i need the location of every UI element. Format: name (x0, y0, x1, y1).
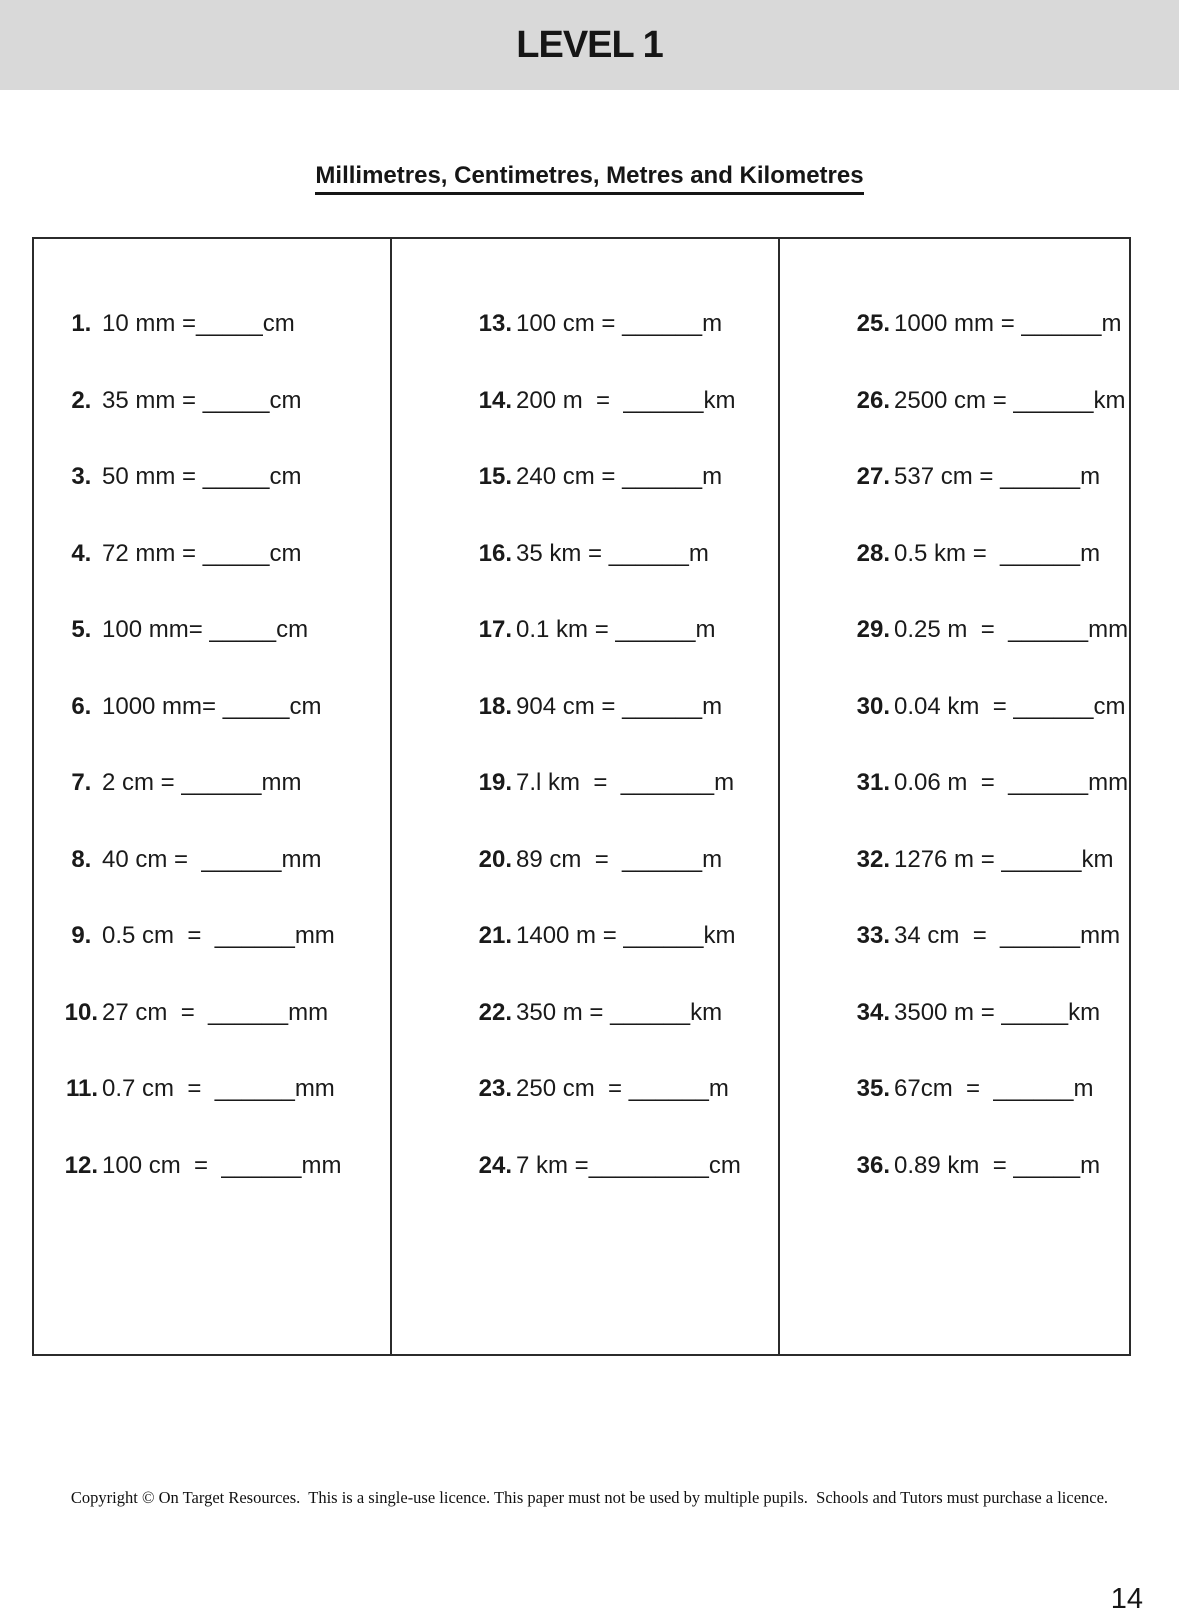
question-expression (516, 1075, 729, 1103)
worksheet-title: Millimetres, Centimetres, Metres and Kilometres (315, 162, 863, 195)
question-lhs: 72 mm = (102, 539, 203, 567)
question-number: 7. (71, 769, 98, 797)
question-number: 1. (71, 310, 98, 338)
question-number: 19. (478, 769, 512, 797)
answer-unit: mm (281, 845, 322, 873)
answer-blank: ______ (608, 539, 689, 567)
question-row (856, 975, 1129, 1052)
answer-blank: ______ (1013, 386, 1094, 414)
question-lhs: 35 km = (516, 539, 609, 567)
question-expression (102, 616, 308, 644)
question-lhs: 100 mm= (102, 616, 210, 644)
answer-blank: ______ (1021, 310, 1102, 338)
answer-blank: _____ (196, 310, 263, 338)
question-lhs: 350 m = (516, 998, 611, 1026)
answer-unit: m (702, 310, 723, 338)
question-row (856, 516, 1129, 593)
question-expression (894, 769, 1128, 797)
question-number: 13. (478, 310, 512, 338)
question-row (478, 975, 778, 1052)
question-expression (516, 769, 734, 797)
question-lhs: 250 cm = (516, 1075, 629, 1103)
answer-blank: ______ (623, 922, 704, 950)
answer-unit: km (703, 922, 736, 950)
question-lhs: 7.l km = (516, 769, 621, 797)
question-lhs: 1000 mm = (894, 310, 1022, 338)
question-number: 25. (856, 310, 890, 338)
question-lhs: 89 cm = (516, 845, 623, 873)
answer-unit: mm (1080, 922, 1121, 950)
answer-blank: ______ (214, 922, 295, 950)
level-label: LEVEL 1 (516, 23, 663, 66)
question-lhs: 2 cm = (102, 769, 182, 797)
answer-blank: ______ (622, 463, 703, 491)
question-number: 26. (856, 386, 890, 414)
question-row (62, 745, 390, 822)
question-lhs: 0.89 km = (894, 1151, 1014, 1179)
answer-unit: cm (289, 692, 322, 720)
answer-unit: mm (294, 922, 335, 950)
answer-unit: m (1080, 539, 1101, 567)
question-lhs: 0.5 km = (894, 539, 1001, 567)
answer-blank: ______ (1000, 463, 1081, 491)
question-expression (102, 463, 301, 491)
answer-blank: ______ (221, 1151, 302, 1179)
question-row (856, 363, 1129, 440)
question-row (62, 1051, 390, 1128)
question-lhs: 240 cm = (516, 463, 623, 491)
question-lhs: 1276 m = (894, 845, 1002, 873)
question-number: 14. (478, 386, 512, 414)
question-number: 12. (64, 1151, 98, 1179)
answer-unit: cm (269, 463, 302, 491)
question-expression (102, 922, 335, 950)
question-lhs: 2500 cm = (894, 386, 1014, 414)
question-expression (102, 1152, 341, 1180)
question-number: 33. (856, 922, 890, 950)
answer-unit: cm (276, 616, 309, 644)
question-number: 17. (478, 616, 512, 644)
answer-blank: ______ (622, 692, 703, 720)
question-column-1 (34, 239, 390, 1354)
question-number: 9. (71, 922, 98, 950)
answer-blank: ______ (610, 998, 691, 1026)
question-number: 29. (856, 616, 890, 644)
question-expression (102, 846, 321, 874)
answer-blank: _____ (222, 692, 290, 720)
question-number: 32. (856, 845, 890, 873)
answer-blank: ______ (628, 1075, 709, 1103)
answer-blank: ______ (1000, 922, 1081, 950)
question-row (478, 745, 778, 822)
question-lhs: 3500 m = (894, 998, 1002, 1026)
question-number: 11. (65, 1075, 98, 1103)
question-expression (102, 693, 321, 721)
answer-unit: m (688, 539, 709, 567)
question-lhs: 0.06 m = (894, 769, 1009, 797)
question-lhs: 1400 m = (516, 922, 624, 950)
answer-blank: _____ (202, 386, 270, 414)
answer-unit: mm (294, 1075, 335, 1103)
question-expression (894, 999, 1100, 1027)
question-expression (894, 540, 1100, 568)
answer-blank: _________ (588, 1151, 709, 1179)
question-row (62, 516, 390, 593)
question-row (856, 822, 1129, 899)
answer-blank: _____ (209, 616, 277, 644)
answer-unit: cm (1093, 692, 1126, 720)
question-row (478, 363, 778, 440)
answer-blank: ______ (1000, 539, 1081, 567)
answer-blank: _______ (620, 769, 715, 797)
answer-blank: _____ (202, 539, 270, 567)
question-lhs: 0.04 km = (894, 692, 1014, 720)
question-expression (102, 999, 328, 1027)
answer-unit: m (708, 1075, 729, 1103)
question-expression (516, 310, 722, 338)
question-lhs: 27 cm = (102, 998, 209, 1026)
answer-unit: km (690, 998, 723, 1026)
question-expression (516, 999, 722, 1027)
question-expression (894, 616, 1128, 644)
question-lhs: 100 cm = (102, 1151, 222, 1179)
answer-blank: _____ (202, 463, 270, 491)
question-row (856, 745, 1129, 822)
question-expression (894, 310, 1122, 338)
question-row (478, 439, 778, 516)
question-expression (102, 387, 301, 415)
question-row (856, 1051, 1129, 1128)
question-number: 28. (856, 539, 890, 567)
question-expression (102, 540, 301, 568)
title-row (0, 162, 1179, 195)
answer-blank: _____ (1013, 1151, 1081, 1179)
answer-unit: cm (269, 386, 302, 414)
question-expression (894, 387, 1126, 415)
answer-unit: m (695, 616, 716, 644)
question-row (62, 439, 390, 516)
answer-unit: cm (708, 1151, 741, 1179)
question-row (478, 822, 778, 899)
question-expression (894, 1075, 1093, 1103)
question-number: 34. (856, 998, 890, 1026)
question-lhs: 7 km = (516, 1151, 589, 1179)
answer-unit: mm (261, 769, 302, 797)
question-lhs: 1000 mm= (102, 692, 223, 720)
question-lhs: 34 cm = (894, 922, 1001, 950)
question-row (478, 592, 778, 669)
question-row (478, 516, 778, 593)
question-row (62, 1128, 390, 1205)
answer-unit: km (1081, 845, 1114, 873)
question-number: 3. (71, 463, 98, 491)
question-table (32, 237, 1131, 1356)
answer-unit: m (1080, 1151, 1101, 1179)
question-expression (516, 693, 722, 721)
question-row (478, 1128, 778, 1205)
copyright-notice: Copyright © On Target Resources. This is a single-use licence. This paper must not be used by multiple pupils. Schools and Tutors must purchase a licence. (70, 1488, 1109, 1507)
question-lhs: 0.5 cm = (102, 922, 215, 950)
question-number: 16. (478, 539, 512, 567)
question-row (62, 822, 390, 899)
question-row (478, 898, 778, 975)
question-number: 18. (478, 692, 512, 720)
question-lhs: 0.25 m = (894, 616, 1009, 644)
question-expression (894, 463, 1100, 491)
question-expression (516, 616, 715, 644)
question-row (62, 975, 390, 1052)
question-expression (102, 310, 295, 338)
answer-unit: m (1080, 463, 1101, 491)
page-number: 14 (1110, 1583, 1143, 1615)
question-number: 6. (71, 692, 98, 720)
question-number: 4. (71, 539, 98, 567)
answer-unit: km (1093, 386, 1126, 414)
answer-unit: mm (301, 1151, 342, 1179)
question-lhs: 0.1 km = (516, 616, 616, 644)
answer-blank: ______ (622, 310, 703, 338)
question-number: 30. (856, 692, 890, 720)
question-row (62, 669, 390, 746)
question-expression (102, 769, 301, 797)
answer-unit: mm (1088, 616, 1129, 644)
answer-unit: mm (1088, 769, 1129, 797)
answer-unit: m (702, 463, 723, 491)
question-row (62, 592, 390, 669)
question-expression (102, 1075, 335, 1103)
question-row (62, 363, 390, 440)
question-number: 15. (478, 463, 512, 491)
question-number: 5. (71, 616, 98, 644)
level-banner (0, 0, 1179, 90)
question-row (856, 592, 1129, 669)
answer-unit: m (1101, 310, 1122, 338)
answer-unit: km (703, 386, 736, 414)
question-expression (894, 693, 1125, 721)
question-number: 24. (478, 1151, 512, 1179)
question-column-2 (390, 239, 780, 1354)
question-number: 36. (856, 1151, 890, 1179)
question-lhs: 0.7 cm = (102, 1075, 215, 1103)
question-row (62, 286, 390, 363)
answer-blank: _____ (1001, 998, 1069, 1026)
question-row (856, 1128, 1129, 1205)
answer-blank: ______ (993, 1075, 1074, 1103)
answer-blank: ______ (1008, 769, 1089, 797)
question-lhs: 537 cm = (894, 463, 1001, 491)
question-expression (516, 387, 735, 415)
question-expression (516, 922, 736, 950)
question-expression (894, 846, 1114, 874)
question-row (856, 669, 1129, 746)
question-row (478, 286, 778, 363)
question-column-3 (780, 239, 1129, 1354)
question-lhs: 100 cm = (516, 310, 623, 338)
question-expression (516, 846, 722, 874)
question-lhs: 200 m = (516, 386, 624, 414)
question-lhs: 67cm = (894, 1075, 994, 1103)
question-expression (516, 463, 722, 491)
question-row (478, 1051, 778, 1128)
question-lhs: 10 mm = (102, 310, 197, 338)
question-number: 10. (64, 998, 98, 1026)
question-row (62, 898, 390, 975)
question-number: 2. (71, 386, 98, 414)
question-lhs: 50 mm = (102, 463, 203, 491)
answer-unit: m (1073, 1075, 1094, 1103)
answer-blank: ______ (208, 998, 289, 1026)
question-number: 21. (478, 922, 512, 950)
answer-blank: ______ (1008, 616, 1089, 644)
answer-blank: ______ (623, 386, 704, 414)
question-row (856, 439, 1129, 516)
answer-unit: m (702, 692, 723, 720)
question-lhs: 904 cm = (516, 692, 623, 720)
question-expression (516, 1152, 741, 1180)
answer-unit: cm (262, 310, 295, 338)
question-number: 8. (71, 845, 98, 873)
question-expression (894, 1152, 1100, 1180)
answer-blank: ______ (622, 845, 703, 873)
answer-blank: ______ (1001, 845, 1082, 873)
answer-unit: cm (269, 539, 302, 567)
answer-blank: ______ (201, 845, 282, 873)
question-number: 23. (478, 1075, 512, 1103)
question-number: 22. (478, 998, 512, 1026)
answer-unit: mm (288, 998, 329, 1026)
answer-blank: ______ (1013, 692, 1094, 720)
answer-unit: m (714, 769, 735, 797)
answer-unit: m (702, 845, 723, 873)
question-number: 35. (856, 1075, 890, 1103)
answer-blank: ______ (181, 769, 262, 797)
question-number: 20. (478, 845, 512, 873)
question-row (856, 898, 1129, 975)
answer-blank: ______ (214, 1075, 295, 1103)
answer-unit: km (1068, 998, 1101, 1026)
question-number: 31. (856, 769, 890, 797)
question-row (856, 286, 1129, 363)
question-lhs: 35 mm = (102, 386, 203, 414)
question-lhs: 40 cm = (102, 845, 202, 873)
question-expression (516, 540, 709, 568)
question-number: 27. (856, 463, 890, 491)
answer-blank: ______ (615, 616, 696, 644)
question-row (478, 669, 778, 746)
question-expression (894, 922, 1120, 950)
